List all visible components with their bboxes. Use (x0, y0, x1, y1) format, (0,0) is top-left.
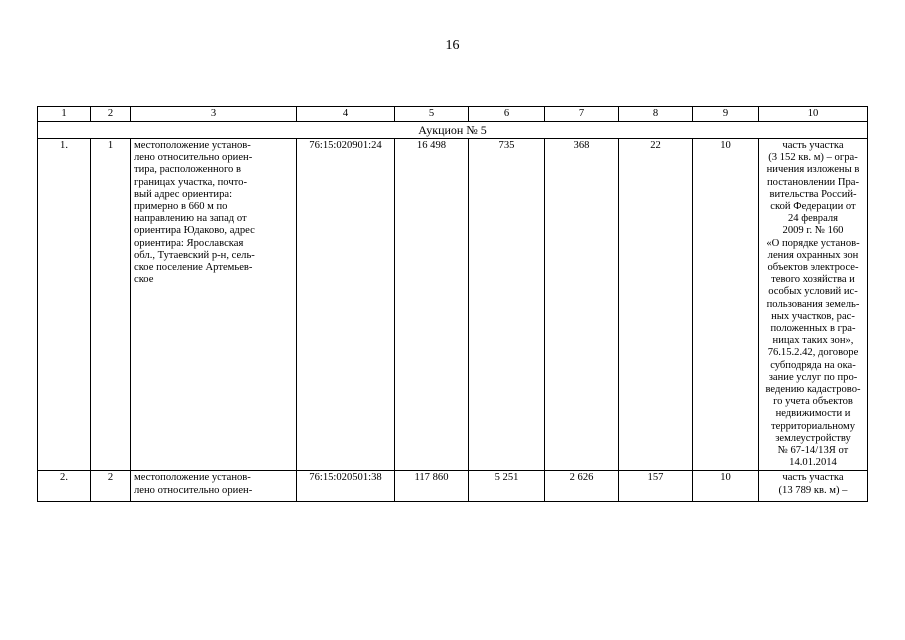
location-line: ское (134, 274, 154, 286)
row-number: 2. (38, 471, 91, 502)
column-5-value: 117 860 (395, 471, 469, 502)
location-line: обл., Тутаевский р-н, сель- (134, 249, 255, 261)
column-header: 3 (131, 107, 297, 122)
restriction-line: 76.15.2.42, договоре (767, 347, 859, 359)
column-header: 4 (297, 107, 395, 122)
table-row (38, 471, 868, 502)
restriction-line: ницах таких зон», (772, 335, 854, 347)
land-plots-table (37, 106, 868, 502)
restriction-cell (759, 139, 868, 471)
column-header: 8 (619, 107, 693, 122)
column-6-value: 5 251 (469, 471, 545, 502)
restriction-cell (759, 471, 868, 502)
location-line: вый адрес ориентира: (134, 188, 233, 200)
lot-number: 2 (91, 471, 131, 502)
column-header: 7 (545, 107, 619, 122)
table-row (38, 139, 868, 471)
auction-title: Аукцион № 5 (38, 122, 868, 139)
restriction-line: пользования земель- (766, 298, 860, 310)
restriction-line: часть участка (782, 472, 844, 484)
restriction-line: 14.01.2014 (789, 457, 837, 469)
page-number: 16 (445, 38, 460, 53)
lot-number: 1 (91, 139, 131, 471)
column-7-value: 2 626 (545, 471, 619, 502)
cadastral-number: 76:15:020901:24 (297, 139, 395, 471)
location-line: ское поселение Артемьев- (134, 262, 253, 274)
column-header: 6 (469, 107, 545, 122)
restriction-line: (13 789 кв. м) – (778, 484, 848, 496)
restriction-line: особых условий ис- (768, 286, 858, 298)
restriction-line: недвижимости и (775, 408, 851, 420)
restriction-line: субподряда на ока- (770, 359, 856, 371)
restriction-line: ления охранных зон (767, 249, 859, 261)
location-line: тира, расположенного в (134, 164, 241, 176)
restriction-line: территориальному (770, 420, 856, 432)
auction-section-row (38, 122, 868, 139)
restriction-line: тевого хозяйства и (771, 274, 855, 286)
restriction-line: го учета объектов (773, 396, 853, 408)
restriction-line: постановлении Пра- (766, 176, 860, 188)
column-header: 1 (38, 107, 91, 122)
column-header: 5 (395, 107, 469, 122)
column-6-value: 735 (469, 139, 545, 471)
column-header: 9 (693, 107, 759, 122)
location-line: направлению на запад от (134, 213, 247, 225)
restriction-line: (3 152 кв. м) – огра- (768, 152, 858, 164)
column-9-value: 10 (693, 471, 759, 502)
restriction-line: 2009 г. № 160 (782, 225, 844, 237)
restriction-line: ведению кадастрово- (765, 384, 861, 396)
restriction-line: землеустройству (775, 432, 851, 444)
location-line: ориентира Юдаково, адрес (134, 225, 255, 237)
restriction-line: ничения изложены в (766, 164, 860, 176)
location-line: местоположение установ- (134, 140, 251, 151)
cadastral-number: 76:15:020501:38 (297, 471, 395, 502)
column-5-value: 16 498 (395, 139, 469, 471)
restriction-line: ных участков, рас- (771, 310, 855, 322)
location-cell (131, 471, 297, 502)
location-line: примерно в 660 м по (134, 201, 228, 213)
row-number: 1. (38, 139, 91, 471)
restriction-line: объектов электросе- (767, 262, 859, 274)
restriction-line: вительства Россий- (769, 188, 857, 200)
column-header: 2 (91, 107, 131, 122)
column-header: 10 (759, 107, 868, 122)
location-line: ориентира: Ярославская (134, 237, 244, 249)
column-9-value: 10 (693, 139, 759, 471)
restriction-line: часть участка (782, 140, 844, 151)
location-line: лено относительно ориен- (134, 152, 253, 164)
column-8-value: 157 (619, 471, 693, 502)
restriction-line: зание услуг по про- (768, 371, 858, 383)
restriction-line: 24 февраля (787, 213, 839, 225)
location-line: местоположение установ- (134, 472, 251, 484)
restriction-line: «О порядке установ- (766, 237, 860, 249)
column-number-row (38, 107, 868, 122)
location-line: границах участка, почто- (134, 176, 247, 188)
column-7-value: 368 (545, 139, 619, 471)
column-8-value: 22 (619, 139, 693, 471)
restriction-line: № 67-14/13Я от (777, 445, 849, 457)
restriction-line: ской Федерации от (770, 201, 856, 213)
restriction-line: положенных в гра- (770, 323, 856, 335)
location-cell (131, 139, 297, 471)
location-line: лено относительно ориен- (134, 484, 253, 496)
